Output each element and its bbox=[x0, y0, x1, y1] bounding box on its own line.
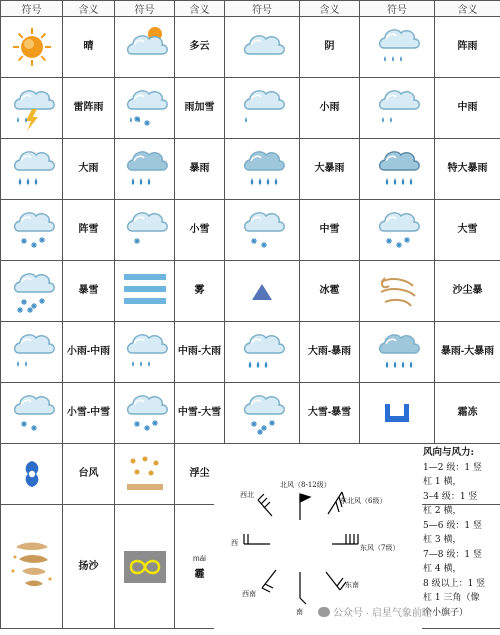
table-row bbox=[1, 322, 500, 383]
meaning-label: 中雪-大雪 bbox=[175, 383, 225, 444]
meaning-label: 雾 bbox=[175, 261, 225, 322]
symbol-cell bbox=[360, 17, 435, 78]
moderate-snow-icon bbox=[238, 205, 286, 255]
symbol-cell bbox=[1, 139, 63, 200]
light-snow-icon bbox=[121, 205, 169, 255]
blizzard-icon bbox=[8, 266, 56, 316]
symbol-cell bbox=[1, 17, 63, 78]
meaning-label: 阵雨 bbox=[435, 17, 500, 78]
meaning-label: 特大暴雨 bbox=[435, 139, 500, 200]
haze-pinyin: mái bbox=[193, 553, 206, 563]
wind-label-northwest: 西北 bbox=[240, 491, 254, 499]
table-row bbox=[1, 383, 500, 444]
heavy-snow-to-blizzard-icon bbox=[238, 388, 286, 438]
symbol-cell bbox=[1, 200, 63, 261]
wind-force-legend-line: 杠 1 三角（像 bbox=[423, 593, 480, 603]
heavy-rain-icon bbox=[8, 144, 56, 194]
wind-force-legend-lines bbox=[423, 461, 499, 621]
header-symbol-4: 符号 bbox=[360, 1, 435, 17]
meaning-label: 大雨-暴雨 bbox=[300, 322, 360, 383]
blowing-sand-symbol-cell bbox=[1, 505, 63, 629]
header-symbol-1: 符号 bbox=[1, 1, 63, 17]
wind-force-legend-line: 8 级以上：1 竖 bbox=[423, 578, 486, 589]
wind-force-legend-title: 风向与风力: bbox=[423, 447, 475, 458]
symbol-cell bbox=[115, 383, 175, 444]
haze-label: 霾 bbox=[194, 568, 205, 580]
sunny-icon bbox=[8, 22, 56, 72]
haze-icon bbox=[123, 550, 167, 584]
symbol-cell bbox=[115, 17, 175, 78]
meaning-label: 大雪 bbox=[435, 200, 500, 261]
meaning-label: 中雨 bbox=[435, 78, 500, 139]
header-row bbox=[1, 1, 500, 17]
meaning-label: 霜冻 bbox=[435, 383, 500, 444]
wind-label-north: 北风（8-12级） bbox=[280, 481, 331, 489]
haze-symbol-cell bbox=[115, 505, 175, 629]
meaning-label: 小雪-中雪 bbox=[63, 383, 115, 444]
meaning-label: 多云 bbox=[175, 17, 225, 78]
table-row bbox=[1, 139, 500, 200]
wind-force-legend-line: 1—2 级：1 竖 bbox=[423, 462, 482, 473]
shower-icon bbox=[373, 22, 421, 72]
blowing-sand-label: 扬沙 bbox=[63, 505, 115, 629]
meaning-label: 中雨-大雨 bbox=[175, 322, 225, 383]
wechat-icon bbox=[318, 607, 330, 617]
sleet-icon bbox=[121, 83, 169, 133]
header-symbol-3: 符号 bbox=[225, 1, 300, 17]
typhoon-symbol-cell bbox=[1, 444, 63, 505]
meaning-label: 晴 bbox=[63, 17, 115, 78]
symbol-cell bbox=[225, 322, 300, 383]
watermark bbox=[318, 604, 432, 619]
table-row bbox=[1, 17, 500, 78]
header-meaning-2: 含义 bbox=[175, 1, 225, 17]
heavy-rainstorm-icon bbox=[238, 144, 286, 194]
sandstorm-icon bbox=[373, 266, 421, 316]
extreme-rainstorm-icon bbox=[373, 144, 421, 194]
meaning-label: 暴雨-大暴雨 bbox=[435, 322, 500, 383]
symbol-cell bbox=[1, 78, 63, 139]
moderate-to-heavy-rain-icon bbox=[121, 327, 169, 377]
heavy-snow-icon bbox=[373, 205, 421, 255]
thunder-shower-icon bbox=[8, 83, 56, 133]
meaning-label: 沙尘暴 bbox=[435, 261, 500, 322]
meaning-label: 小雪 bbox=[175, 200, 225, 261]
rainstorm-icon bbox=[121, 144, 169, 194]
wind-force-legend bbox=[423, 446, 499, 620]
meaning-label: 暴雨 bbox=[175, 139, 225, 200]
moderate-rain-icon bbox=[373, 83, 421, 133]
frost-icon bbox=[373, 388, 421, 438]
wind-force-legend-line: 3–4 级：1 竖 bbox=[423, 491, 478, 502]
hail-icon bbox=[238, 266, 286, 316]
rainstorm-to-heavy-rainstorm-icon bbox=[373, 327, 421, 377]
symbol-cell bbox=[115, 322, 175, 383]
overcast-icon bbox=[238, 22, 286, 72]
symbol-cell bbox=[225, 78, 300, 139]
meaning-label: 雷阵雨 bbox=[63, 78, 115, 139]
meaning-label: 大雨 bbox=[63, 139, 115, 200]
wind-force-legend-line: 5—6 级：1 竖 bbox=[423, 520, 482, 531]
header-meaning-1: 含义 bbox=[63, 1, 115, 17]
wind-label-south: 南 bbox=[296, 608, 303, 616]
symbol-cell bbox=[360, 139, 435, 200]
typhoon-icon bbox=[17, 457, 47, 491]
header-meaning-3: 含义 bbox=[300, 1, 360, 17]
wind-label-northeast: 东北风（6级） bbox=[340, 497, 387, 505]
symbol-cell bbox=[115, 200, 175, 261]
symbol-cell bbox=[225, 261, 300, 322]
watermark-text: 公众号 · 启星气象前瞻 bbox=[333, 608, 432, 619]
symbol-cell bbox=[225, 200, 300, 261]
table-row bbox=[1, 78, 500, 139]
floating-dust-symbol-cell bbox=[115, 444, 175, 505]
light-rain-icon bbox=[238, 83, 286, 133]
wind-label-southeast: 东南 bbox=[345, 581, 359, 589]
meaning-label: 暴雪 bbox=[63, 261, 115, 322]
table-row bbox=[1, 261, 500, 322]
wind-force-legend-line: 个小旗子） bbox=[423, 607, 469, 618]
symbol-cell bbox=[360, 200, 435, 261]
meaning-label: 大暴雨 bbox=[300, 139, 360, 200]
meaning-label: 大雪-暴雪 bbox=[300, 383, 360, 444]
wind-label-southwest: 西南 bbox=[242, 590, 256, 598]
symbol-cell bbox=[225, 383, 300, 444]
wind-force-legend-line: 杠 3 横， bbox=[423, 535, 462, 545]
symbol-cell bbox=[360, 322, 435, 383]
heavy-rain-to-rainstorm-icon bbox=[238, 327, 286, 377]
typhoon-label: 台风 bbox=[63, 444, 115, 505]
meaning-label: 小雨-中雨 bbox=[63, 322, 115, 383]
symbol-cell bbox=[1, 383, 63, 444]
wind-force-legend-line: 杠 2 横， bbox=[423, 506, 462, 516]
meaning-label: 冰雹 bbox=[300, 261, 360, 322]
symbol-cell bbox=[1, 261, 63, 322]
symbol-cell bbox=[1, 322, 63, 383]
symbol-cell bbox=[115, 78, 175, 139]
floating-dust-label: 浮尘 bbox=[175, 444, 225, 505]
meaning-label: 阴 bbox=[300, 17, 360, 78]
meaning-label: 阵雪 bbox=[63, 200, 115, 261]
wind-force-legend-line: 7—8 级：1 竖 bbox=[423, 549, 482, 560]
wind-label-west: 西 bbox=[231, 539, 238, 547]
floating-dust-icon bbox=[123, 452, 167, 496]
header-meaning-4: 含义 bbox=[435, 1, 500, 17]
meaning-label: 雨加雪 bbox=[175, 78, 225, 139]
blowing-sand-icon bbox=[10, 537, 54, 597]
header-symbol-2: 符号 bbox=[115, 1, 175, 17]
table-row bbox=[1, 200, 500, 261]
wind-force-legend-line: 杠 1 横， bbox=[423, 477, 462, 487]
light-to-moderate-snow-icon bbox=[8, 388, 56, 438]
light-to-moderate-rain-icon bbox=[8, 327, 56, 377]
snow-shower-icon bbox=[8, 205, 56, 255]
symbol-cell bbox=[115, 139, 175, 200]
partly-cloudy-icon bbox=[121, 22, 169, 72]
symbol-cell bbox=[360, 78, 435, 139]
meaning-label: 小雨 bbox=[300, 78, 360, 139]
symbol-cell bbox=[360, 261, 435, 322]
symbol-cell bbox=[225, 139, 300, 200]
moderate-to-heavy-snow-icon bbox=[121, 388, 169, 438]
meaning-label: 中雪 bbox=[300, 200, 360, 261]
symbol-cell bbox=[225, 17, 300, 78]
fog-icon bbox=[121, 266, 169, 316]
symbol-cell bbox=[115, 261, 175, 322]
wind-label-east: 东风（7级） bbox=[360, 544, 400, 552]
wind-force-legend-line: 杠 4 横， bbox=[423, 564, 462, 574]
symbol-cell bbox=[360, 383, 435, 444]
